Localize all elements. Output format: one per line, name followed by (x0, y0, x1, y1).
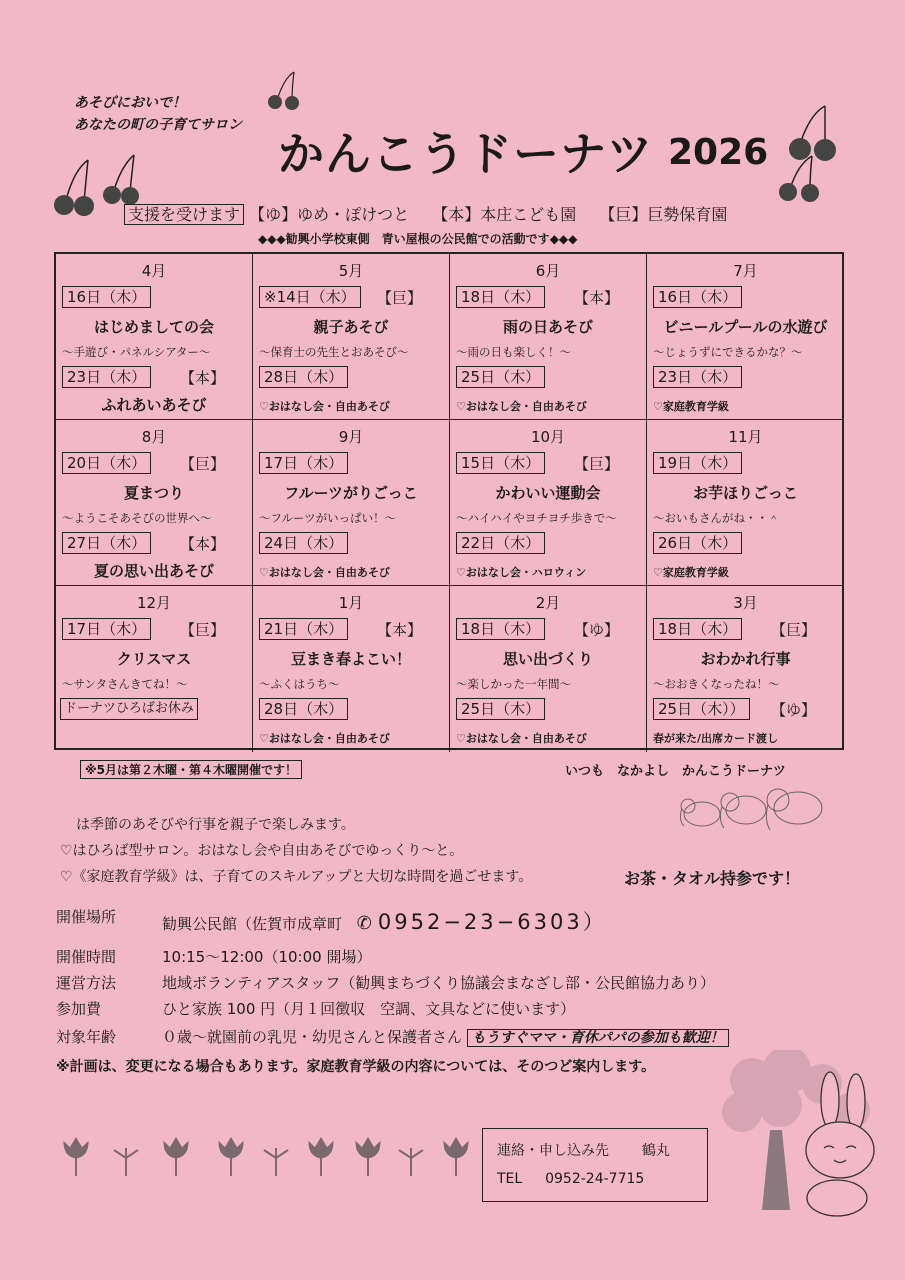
date-1: 21日（木） (259, 618, 348, 640)
fee-label: 参加費 (56, 1000, 102, 1018)
tagline-line1: あそびにおいで！ (74, 95, 186, 111)
month-label: 7月 (733, 262, 758, 280)
date-1: 17日（木） (62, 618, 151, 640)
month-label: 5月 (338, 262, 364, 280)
venue-mark-2: 【本】 (180, 535, 226, 553)
tel-label: TEL (497, 1171, 523, 1187)
contact-line (497, 1137, 693, 1165)
date-2: 25日（木） (456, 698, 545, 720)
support-org: 【巨】巨勢保育園 (599, 205, 728, 224)
bunny-tree-illustration (712, 1050, 887, 1220)
date-1: 18日（木） (456, 286, 545, 308)
date-2: 22日（木） (456, 532, 545, 554)
event-title: 夏まつり (123, 484, 184, 502)
month-cell (647, 254, 844, 420)
month-label: 11月 (728, 428, 763, 446)
month-cell (450, 254, 647, 420)
venue-phone: 0952−23−6303） (377, 910, 607, 934)
phone-icon: ✆ (356, 913, 372, 934)
month-label: 6月 (535, 262, 561, 280)
month-cell (253, 254, 450, 420)
event-title: 豆まき春よこい！ (290, 650, 411, 668)
support-label: 支援を受けます (124, 204, 244, 225)
remark: ※計画は、変更になる場合もあります。家庭教育学級の内容については、そのつど案内します。 (56, 1059, 656, 1075)
age-value (162, 1026, 729, 1047)
date-1: 16日（木） (653, 286, 742, 308)
venue-mark-1: 【巨】 (771, 621, 817, 639)
date-2: 25日（木） (456, 366, 545, 388)
venue-mark-2: 【ゆ】 (771, 701, 817, 719)
event-note: 春が来た/出席カード渡し (653, 732, 779, 745)
slogan: いつも なかよし かんこうドーナツ (565, 764, 786, 779)
event-title-2: 夏の思い出あそび (93, 562, 214, 580)
date-1: ※14日（木） (259, 286, 361, 308)
year: 2026 (668, 132, 769, 173)
date-2: 28日（木） (259, 366, 348, 388)
venue-mark-1: 【本】 (574, 289, 620, 307)
month-cell (253, 420, 450, 586)
event-subtitle: ～手遊び・パネルシアター～ (62, 345, 211, 359)
month-cell (56, 420, 253, 586)
event-title: かわいい運動会 (495, 484, 601, 502)
venue-mark-1: 【本】 (377, 621, 423, 639)
venue-mark-1: 【巨】 (574, 455, 620, 473)
event-title: ビニールプールの水遊び (663, 318, 828, 336)
event-subtitle: ～じょうずにできるかな？～ (653, 345, 803, 359)
month-cell (647, 586, 844, 752)
tagline-line2: あなたの町の子育てサロン (74, 117, 242, 133)
event-note: ♡おはなし会・自由あそび (259, 732, 390, 745)
contact-label: 連絡・申し込み先 (497, 1143, 609, 1159)
venue-mark-1: 【巨】 (180, 621, 226, 639)
venue-mark-2: 【本】 (180, 369, 226, 387)
month-cell (647, 420, 844, 586)
date-2: 27日（木） (62, 532, 151, 554)
support-line (124, 202, 727, 225)
event-subtitle: ～保育士の先生とおあそび～ (259, 345, 409, 359)
event-note: ♡家庭教育学級 (653, 400, 729, 413)
welcome-note: もうすぐママ・育休パパの参加も歓迎！ (467, 1029, 729, 1047)
fee-value: ひと家族 100 円（月１回徴収 空調、文具などに使います） (162, 1000, 576, 1018)
event-title: お芋ほりごっこ (693, 484, 798, 502)
event-note: ♡おはなし会・自由あそび (456, 400, 587, 413)
event-note: ♡おはなし会・自由あそび (456, 732, 587, 745)
date-1: 19日（木） (653, 452, 742, 474)
date-1: 18日（木） (653, 618, 742, 640)
venue-label: 開催場所 (56, 908, 117, 926)
description: は季節のあそびや行事を親子で楽しみます。 (76, 817, 355, 833)
event-note: ♡家庭教育学級 (653, 566, 729, 579)
closed-notice: ドーナツひろばお休み (60, 698, 198, 720)
date-2: 26日（木） (653, 532, 742, 554)
contact-name: 鶴丸 (641, 1143, 670, 1159)
age-text: ０歳～就園前の乳児・幼児さんと保護者さん (162, 1028, 463, 1046)
date-2: 23日（木） (62, 366, 151, 388)
description: ♡《家庭教育学級》は、子育てのスキルアップと大切な時間を過ごせます。 (60, 869, 533, 885)
event-note: ♡おはなし会・自由あそび (259, 566, 390, 579)
contact-tel-line (497, 1165, 693, 1193)
date-2: 23日（木） (653, 366, 742, 388)
date-2: 28日（木） (259, 698, 348, 720)
event-note: ♡おはなし会・自由あそび (259, 400, 390, 413)
tulip-row-icon (56, 1128, 476, 1180)
month-label: 9月 (338, 428, 364, 446)
event-subtitle: ～フルーツがいっぱい！～ (259, 511, 397, 525)
month-cell (56, 586, 253, 752)
date-1: 18日（木） (456, 618, 545, 640)
schedule-grid (54, 252, 844, 750)
elephant-icon (680, 786, 830, 832)
event-title: おわかれ行事 (700, 650, 791, 668)
support-org: 【本】本庄こども園 (432, 205, 577, 224)
date-1: 17日（木） (259, 452, 348, 474)
month-label: 10月 (530, 428, 566, 446)
month-label: 3月 (733, 594, 758, 612)
date-1: 16日（木） (62, 286, 151, 308)
event-subtitle: ～雨の日も楽しく！～ (456, 345, 571, 359)
time-value: 10:15～12:00（10:00 開場） (162, 948, 372, 966)
month-label: 4月 (141, 262, 167, 280)
event-title: 雨の日あそび (502, 318, 593, 336)
event-title: 思い出づくり (502, 650, 593, 668)
event-subtitle: ～おいもさんがね・・＾ (653, 511, 780, 525)
location-note: ◆◆◆勧興小学校東側 青い屋根の公民館での活動です◆◆◆ (258, 232, 578, 246)
time-label: 開催時間 (56, 948, 117, 966)
event-subtitle: ～サンタさんきてね！～ (62, 677, 188, 691)
support-org: 【ゆ】ゆめ・ぽけつと (249, 205, 410, 224)
date-2: 24日（木） (259, 532, 348, 554)
event-subtitle: ～ふくはうち～ (259, 677, 340, 691)
event-subtitle: ～楽しかった一年間～ (456, 677, 571, 691)
venue-mark-1: 【ゆ】 (574, 621, 620, 639)
tagline (74, 92, 242, 136)
venue-mark-1: 【巨】 (180, 455, 226, 473)
month-label: 12月 (136, 594, 172, 612)
date-1: 20日（木） (62, 452, 151, 474)
cherry-icon (262, 70, 312, 110)
month-label: 2月 (535, 594, 561, 612)
event-subtitle: ～ようこそあそびの世界へ～ (62, 511, 212, 525)
event-title: はじめましての会 (93, 318, 214, 336)
age-label: 対象年齢 (56, 1028, 117, 1046)
month-cell (450, 586, 647, 752)
month-cell (253, 586, 450, 752)
venue-mark-1: 【巨】 (377, 289, 423, 307)
page-title: かんこうドーナツ (278, 127, 654, 181)
footnote: ※5月は第２木曜・第４木曜開催です！ (80, 760, 302, 779)
event-subtitle: ～ハイハイやヨチヨチ歩きで～ (456, 511, 617, 525)
bring-note: お茶・タオル持参です！ (624, 869, 801, 888)
event-title: 親子あそび (313, 318, 389, 336)
date-2: 25日（木）） (653, 698, 750, 720)
tel-number: 0952-24-7715 (545, 1171, 645, 1187)
event-subtitle: ～おおきくなったね！～ (653, 677, 780, 691)
contact-box (482, 1128, 708, 1202)
month-cell (450, 420, 647, 586)
description: ♡はひろば型サロン。おはなし会や自由あそびでゆっくり～と。 (60, 843, 464, 859)
date-1: 15日（木） (456, 452, 545, 474)
event-note: ♡おはなし会・ハロウィン (456, 566, 587, 579)
event-title-2: ふれあいあそび (101, 396, 207, 414)
event-title: フルーツがりごっこ (284, 484, 418, 502)
month-label: 1月 (338, 594, 364, 612)
event-title: クリスマス (116, 650, 192, 668)
month-label: 8月 (141, 428, 167, 446)
venue-text: 勧興公民館（佐賀市成章町 (162, 915, 343, 933)
ops-value: 地域ボランティアスタッフ（勧興まちづくり協議会まなざし部・公民館協力あり） (162, 974, 716, 992)
ops-label: 運営方法 (56, 974, 117, 992)
month-cell (56, 254, 253, 420)
venue-value (162, 906, 607, 936)
cherry-icon (770, 104, 870, 204)
